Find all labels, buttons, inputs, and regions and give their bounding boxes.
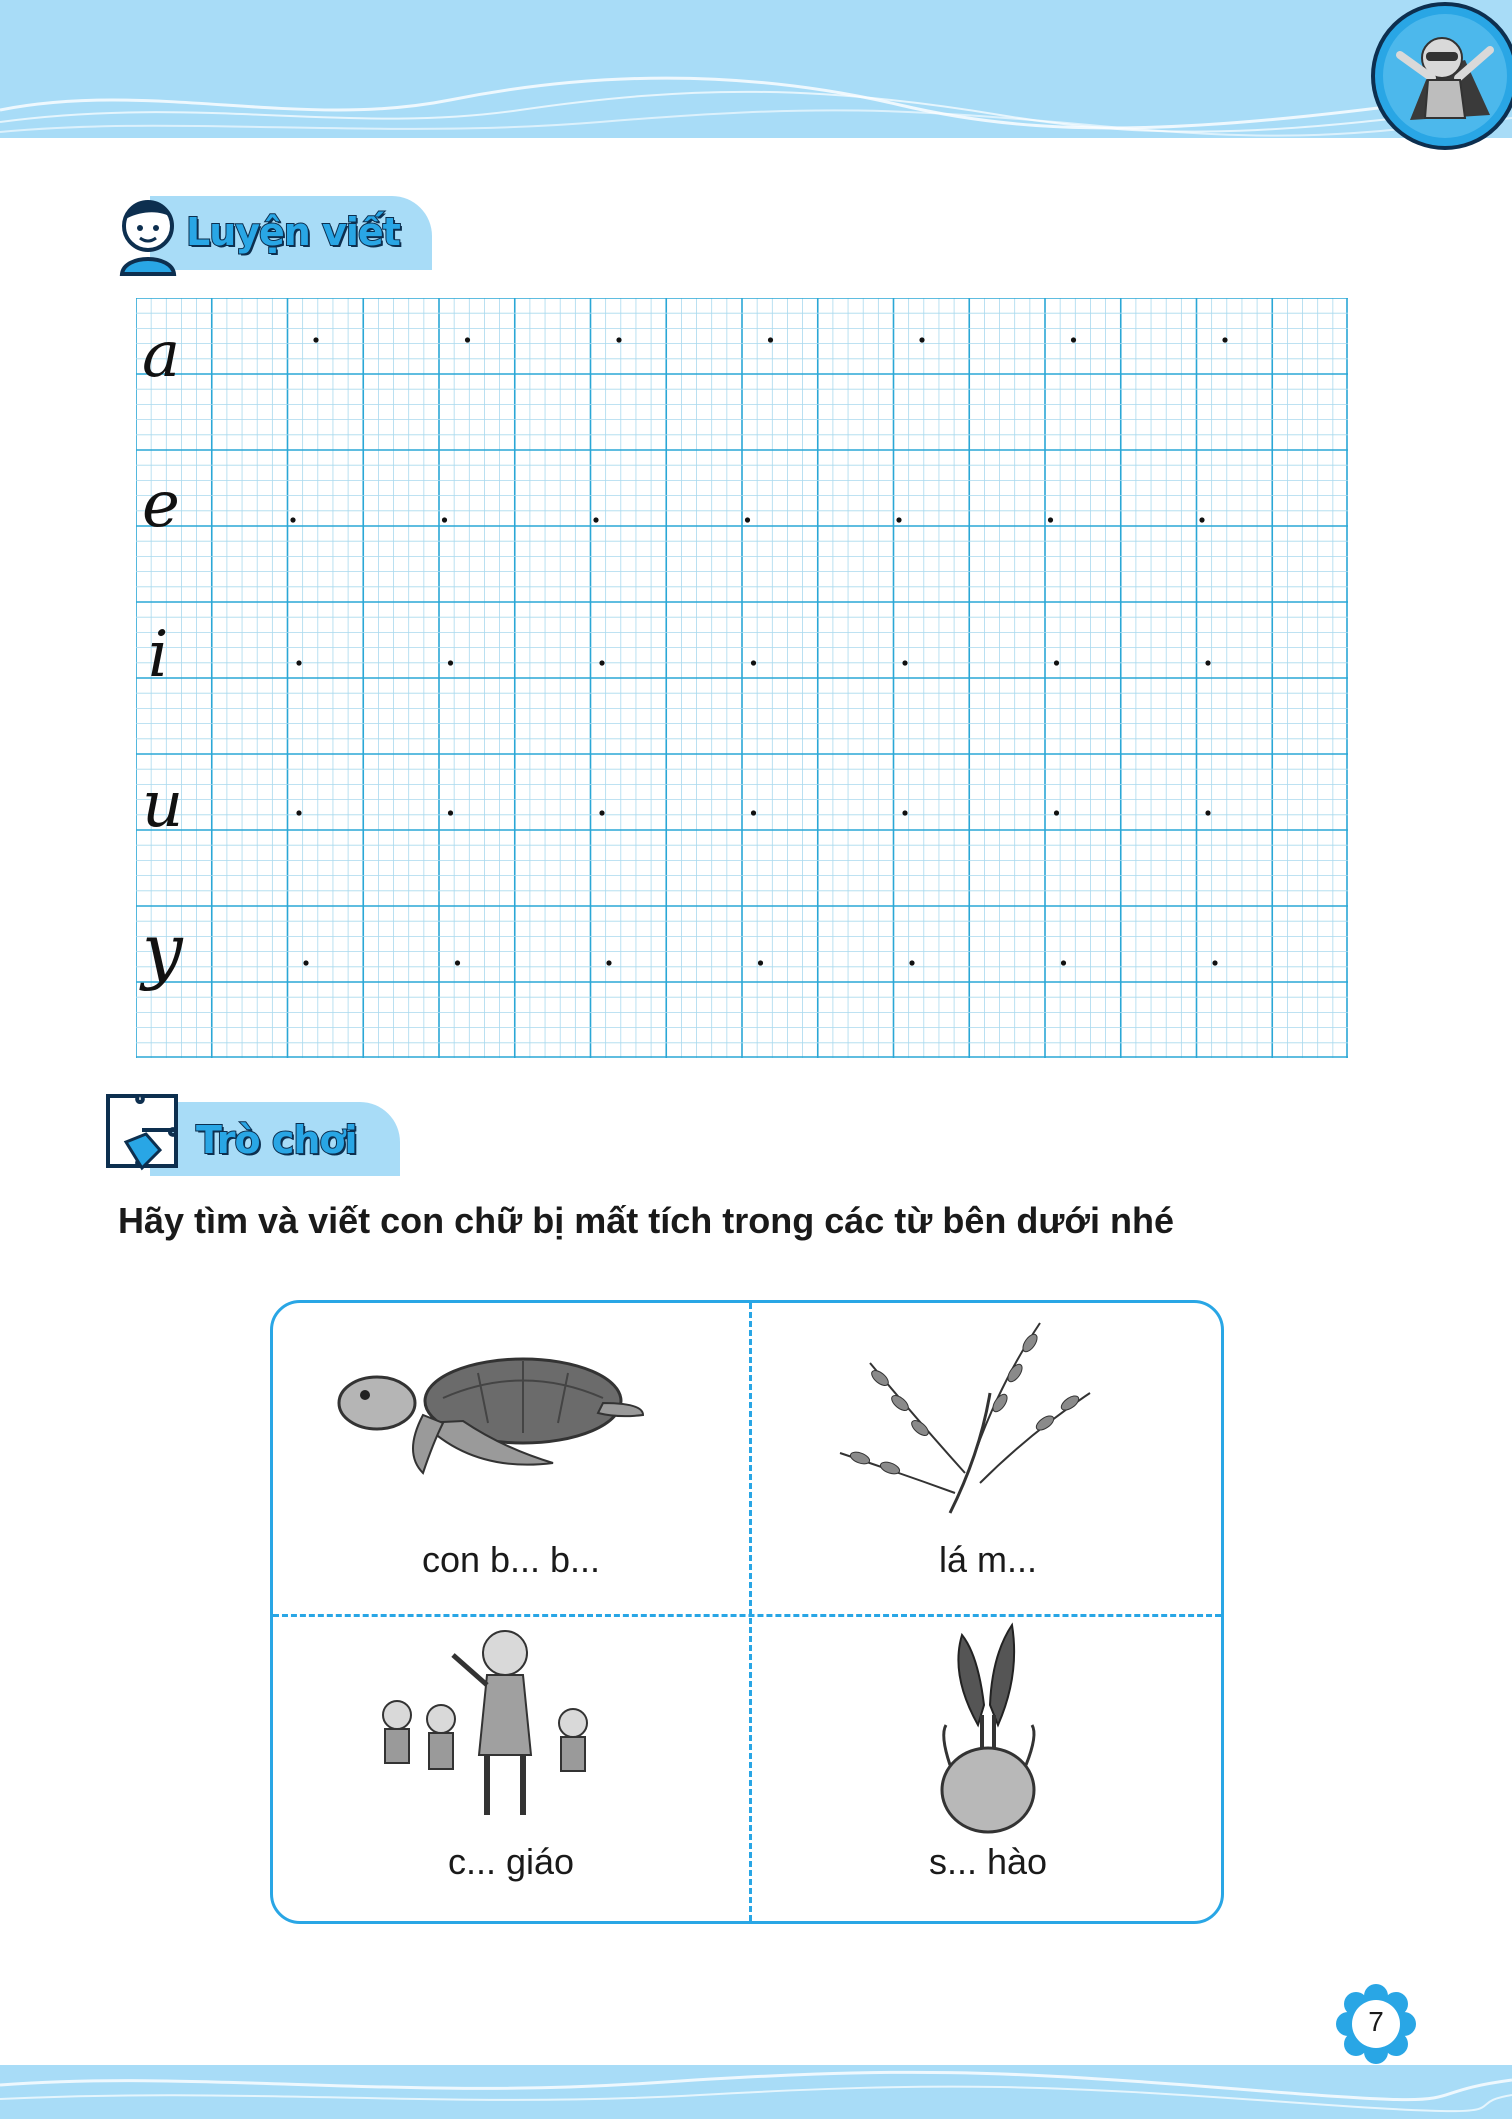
superhero-mascot-icon: [1370, 0, 1512, 152]
card-word: s... hào: [928, 1841, 1048, 1882]
game-card-box: [270, 1300, 1224, 1924]
guide-dot: [313, 337, 318, 342]
game-section-title: Trò chơi: [196, 1118, 357, 1162]
grid-lines: [136, 298, 1348, 1058]
guide-dot: [1212, 960, 1217, 965]
guide-dot: [616, 337, 621, 342]
leaf-image: [750, 1303, 1226, 1543]
writing-practice-grid[interactable]: [136, 298, 1348, 1058]
page-number: 7: [1368, 2006, 1384, 2037]
guide-dot: [1054, 660, 1059, 665]
guide-dot: [768, 337, 773, 342]
boy-icon: [110, 190, 186, 276]
guide-dot: [1199, 517, 1204, 522]
guide-dot: [1222, 337, 1227, 342]
guide-dot: [465, 337, 470, 342]
letter-u: u: [142, 768, 184, 842]
guide-dot: [606, 960, 611, 965]
guide-dot: [303, 960, 308, 965]
letter-i: i: [148, 618, 169, 692]
guide-dot: [896, 517, 901, 522]
guide-dot: [1205, 810, 1210, 815]
puzzle-icon: [102, 1090, 184, 1172]
guide-dot: [909, 960, 914, 965]
letter-a: a: [142, 318, 181, 392]
guide-dot: [442, 517, 447, 522]
kohlrabi-image: [750, 1615, 1226, 1855]
game-card-teacher[interactable]: [273, 1615, 749, 1926]
guide-dot: [1061, 960, 1066, 965]
letter-e: e: [142, 468, 180, 542]
letter-y: y: [142, 908, 183, 992]
guide-dot: [290, 517, 295, 522]
turtle-image: [273, 1303, 749, 1543]
card-word: lá m...: [938, 1539, 1037, 1580]
guide-dot: [455, 960, 460, 965]
guide-dot: [745, 517, 750, 522]
card-word: c... giáo: [447, 1841, 575, 1882]
card-word: con b... b...: [421, 1539, 601, 1580]
guide-dot: [593, 517, 598, 522]
guide-dot: [1205, 660, 1210, 665]
guide-dot: [751, 660, 756, 665]
guide-dot: [1054, 810, 1059, 815]
top-wave-decoration: [0, 60, 1512, 140]
game-card-turtle[interactable]: [273, 1303, 749, 1614]
guide-dot: [751, 810, 756, 815]
guide-dot: [599, 810, 604, 815]
guide-dot: [902, 660, 907, 665]
guide-dot: [448, 660, 453, 665]
game-card-leaf[interactable]: [750, 1303, 1226, 1614]
bottom-wave-decoration: [0, 2065, 1512, 2119]
guide-dot: [296, 810, 301, 815]
guide-dot: [1071, 337, 1076, 342]
guide-dot: [296, 660, 301, 665]
guide-dot: [1048, 517, 1053, 522]
guide-dot: [448, 810, 453, 815]
guide-dot: [599, 660, 604, 665]
guide-dot: [902, 810, 907, 815]
writing-section-title: Luyện viết: [186, 210, 400, 254]
guide-dot: [919, 337, 924, 342]
game-card-kohlrabi[interactable]: [750, 1615, 1226, 1926]
guide-dot: [758, 960, 763, 965]
teacher-children-image: [273, 1615, 749, 1855]
game-prompt: Hãy tìm và viết con chữ bị mất tích trong các từ bên dưới nhé: [118, 1200, 1174, 1241]
